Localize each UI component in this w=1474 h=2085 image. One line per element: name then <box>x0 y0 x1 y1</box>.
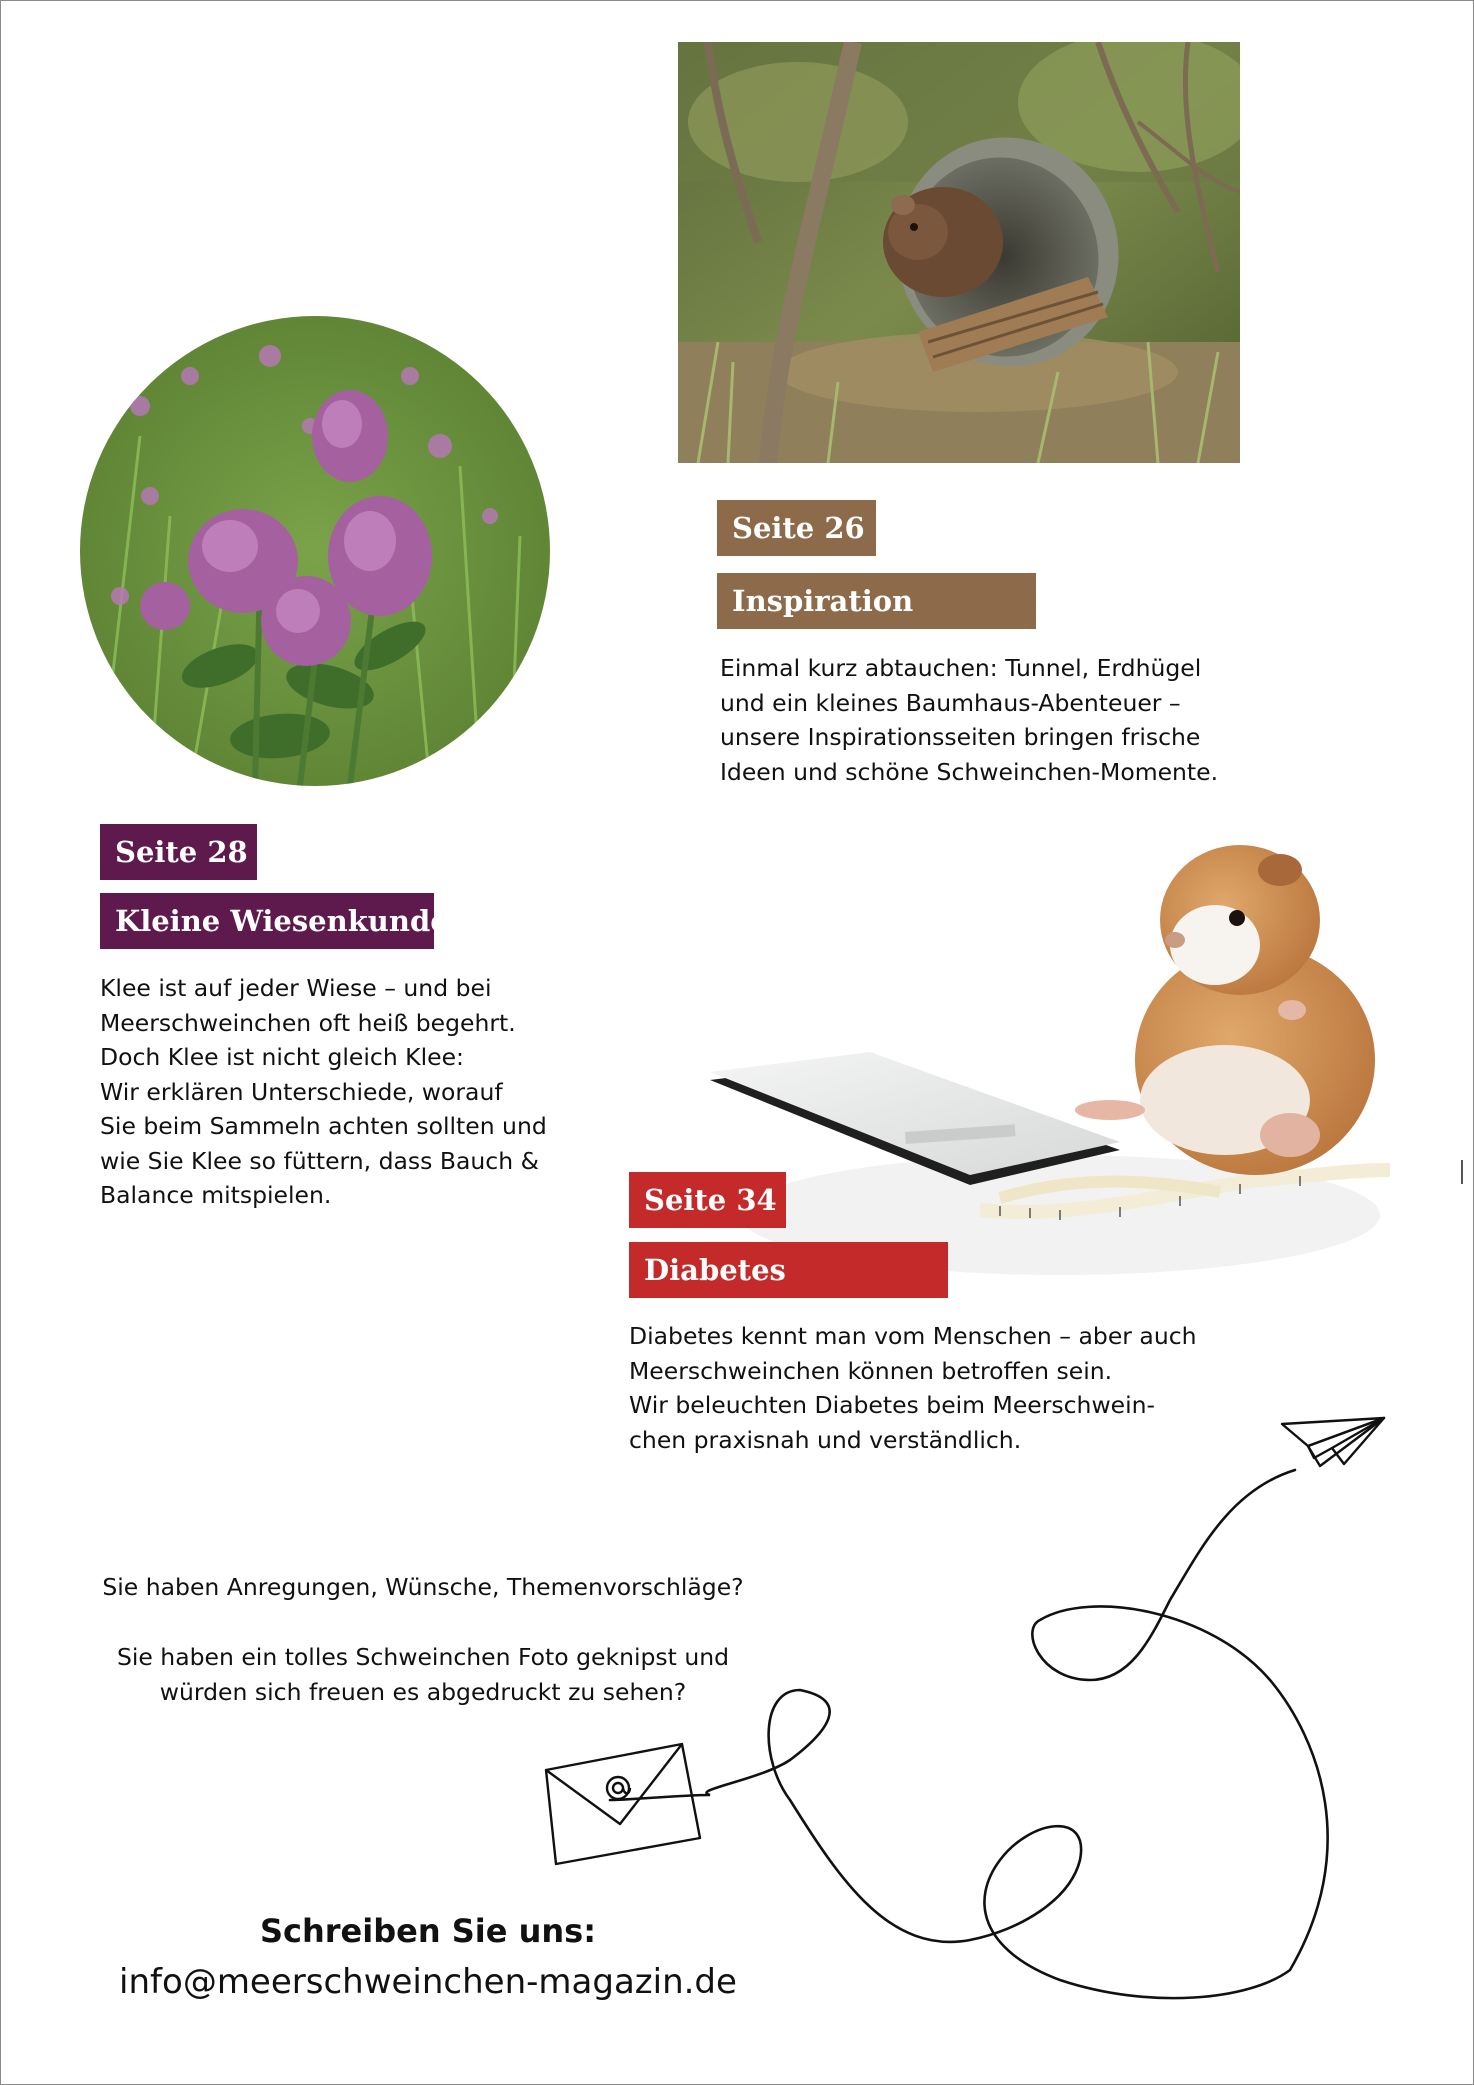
diabetes-title: Diabetes <box>629 1242 948 1298</box>
clover-photo <box>80 316 550 786</box>
paper-plane-icon <box>1280 1414 1388 1472</box>
inspiration-page-label: Seite 26 <box>717 500 876 556</box>
text-line: chen praxisnah und verständlich. <box>629 1425 1022 1454</box>
text-line: und ein kleines Baumhaus-Abenteuer – <box>720 688 1181 717</box>
tunnel-photo <box>678 42 1240 463</box>
contact-heading: Schreiben Sie uns: <box>259 1912 597 1950</box>
inspiration-text <box>720 651 1218 789</box>
text-line: wie Sie Klee so füttern, dass Bauch & <box>100 1146 539 1175</box>
text-line: Meerschweinchen können betroffen sein. <box>629 1356 1113 1385</box>
text-line: Wir beleuchten Diabetes beim Meerschwein- <box>629 1391 1156 1419</box>
wiesenkunde-page-label: Seite 28 <box>100 824 257 880</box>
wiesenkunde-title: Kleine Wiesenkunde <box>100 893 434 949</box>
contact-question-1: Sie haben Anregungen, Wünsche, Themenvorschläge? <box>102 1573 744 1601</box>
text-line: Balance mitspielen. <box>100 1181 332 1209</box>
edge-mark <box>1461 1160 1463 1184</box>
wiesenkunde-text <box>100 971 547 1213</box>
text-line: Klee ist auf jeder Wiese – und bei <box>100 974 492 1002</box>
text-line: unsere Inspirationsseiten bringen frische <box>720 723 1201 751</box>
text-line: würden sich freuen es abgedruckt zu sehen? <box>159 1677 687 1706</box>
text-line: Ideen und schöne Schweinchen-Momente. <box>720 757 1219 786</box>
text-line: Diabetes kennt man vom Menschen – aber auch <box>629 1322 1197 1350</box>
text-line: Einmal kurz abtauchen: Tunnel, Erdhügel <box>720 654 1202 682</box>
text-line: Sie beim Sammeln achten sollten und <box>100 1112 547 1140</box>
envelope-icon <box>540 1740 710 1870</box>
diabetes-page-label: Seite 34 <box>629 1172 786 1228</box>
flight-path-doodle <box>530 1400 1430 2020</box>
scale-photo <box>700 830 1400 1280</box>
inspiration-title: Inspiration <box>717 573 1036 629</box>
text-line: Meerschweinchen oft heiß begehrt. <box>100 1008 516 1037</box>
text-line: Sie haben ein tolles Schweinchen Foto geknipst und <box>116 1643 730 1671</box>
contact-email-link[interactable]: info@meerschweinchen-magazin.de <box>119 1962 737 2002</box>
text-line: Doch Klee ist nicht gleich Klee: <box>100 1043 464 1071</box>
text-line: Wir erklären Unterschiede, worauf <box>100 1077 503 1106</box>
